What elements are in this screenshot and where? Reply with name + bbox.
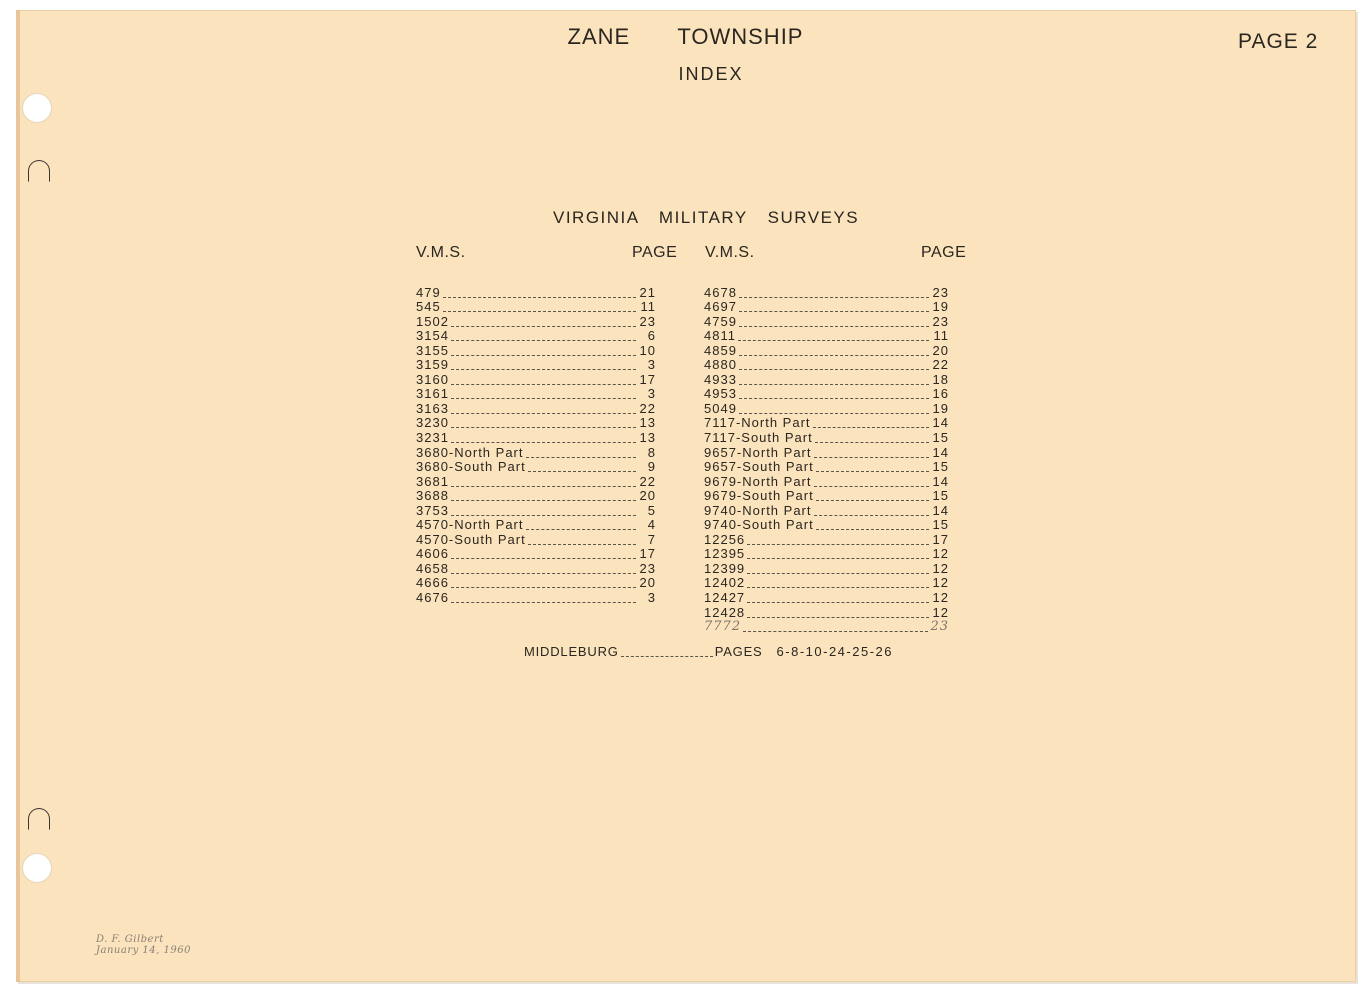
index-row (416, 546, 656, 561)
page-ref: 20 (639, 575, 656, 591)
page-ref: 8 (647, 444, 656, 460)
index-row (416, 531, 656, 546)
binder-mark-bottom (28, 808, 50, 830)
leader-line (526, 529, 637, 530)
map-sheet (16, 10, 1356, 982)
leader-line (443, 297, 636, 298)
page-ref: 12 (932, 575, 949, 591)
page-ref: 14 (932, 415, 949, 431)
index-row (704, 589, 949, 604)
leader-line (528, 471, 636, 472)
page-ref: 22 (639, 473, 656, 489)
leader-line (816, 500, 929, 501)
vms-number: 3161 (416, 386, 449, 402)
index-row (416, 488, 656, 503)
page-ref: 17 (639, 546, 656, 562)
page-ref: 19 (932, 400, 949, 416)
vms-number: 9679-North Part (704, 473, 812, 489)
leader-line (747, 544, 929, 545)
page-ref: 20 (639, 488, 656, 504)
vms-number: 3681 (416, 473, 449, 489)
leader-line (451, 398, 636, 399)
vms-number: 3159 (416, 357, 449, 373)
leader-line (813, 427, 929, 428)
index-row (704, 371, 949, 386)
index-subtitle: INDEX (678, 64, 744, 84)
page-ref: 19 (932, 299, 949, 315)
index-row (704, 342, 949, 357)
vms-number: 479 (416, 284, 441, 300)
binder-mark-top (28, 160, 50, 182)
page-ref: 3 (647, 386, 656, 402)
page-ref: 16 (932, 386, 949, 402)
page-ref: 14 (932, 502, 949, 518)
left-vms-header: V.M.S. (416, 244, 466, 261)
page-ref: 23 (932, 284, 949, 300)
leader-line (451, 413, 636, 414)
vms-number: 3680-South Part (416, 459, 526, 475)
handwritten-index-row (704, 619, 949, 634)
leader-line (451, 427, 636, 428)
page-ref: 21 (639, 284, 656, 300)
index-row (416, 589, 656, 604)
index-row (416, 284, 656, 299)
page-ref: 14 (932, 473, 949, 489)
index-row (704, 299, 949, 314)
leader-line (814, 457, 930, 458)
page-ref: 12 (932, 546, 949, 562)
page-ref: 13 (639, 415, 656, 431)
index-row (704, 328, 949, 343)
index-row (416, 473, 656, 488)
vms-number: 4759 (704, 313, 737, 329)
index-row (416, 299, 656, 314)
page-ref: 10 (639, 342, 656, 358)
index-row (416, 502, 656, 517)
middleburg-entry (524, 644, 893, 659)
index-row (704, 517, 949, 532)
vms-number: 12256 (704, 531, 746, 547)
vms-number: 9657-South Part (704, 459, 814, 475)
vms-number: 4880 (704, 357, 737, 373)
punch-hole-top (22, 93, 52, 123)
vms-number: 12399 (704, 560, 746, 576)
leader-line (451, 340, 636, 341)
leader-line (747, 558, 929, 559)
leader-line (451, 442, 636, 443)
vms-number: 3231 (416, 430, 449, 446)
index-row (704, 357, 949, 372)
index-row (704, 444, 949, 459)
leader-line (451, 326, 636, 327)
index-row (704, 386, 949, 401)
page-ref: 6 (647, 328, 656, 344)
leader-line (451, 558, 636, 559)
index-row (704, 575, 949, 590)
page-ref: 23 (639, 313, 656, 329)
vms-number: 545 (416, 299, 441, 315)
index-row (416, 371, 656, 386)
vms-number: 12402 (704, 575, 746, 591)
index-row (704, 546, 949, 561)
leader-line (451, 369, 636, 370)
punch-hole-bottom (22, 853, 52, 883)
leader-line (451, 515, 636, 516)
title-left: ZANE (567, 24, 631, 49)
page-ref: 7 (647, 531, 656, 547)
index-row (416, 313, 656, 328)
page-ref: 12 (932, 590, 949, 606)
middleburg-label: MIDDLEBURG (524, 644, 619, 659)
page-ref: 15 (932, 488, 949, 504)
leader-line (451, 384, 636, 385)
vms-number: 3680-North Part (416, 444, 524, 460)
right-vms-header: V.M.S. (705, 244, 755, 261)
leader-line (816, 471, 929, 472)
vms-number: 4697 (704, 299, 737, 315)
vms-number: 4811 (704, 328, 736, 344)
index-row (416, 444, 656, 459)
vms-number: 7772 (704, 619, 742, 635)
vms-number: 3163 (416, 400, 449, 416)
leader-line (739, 326, 929, 327)
township-title (0, 24, 1371, 50)
index-row (704, 415, 949, 430)
page-ref: 23 (639, 560, 656, 576)
vms-number: 5049 (704, 400, 737, 416)
left-page-header: PAGE (632, 244, 678, 261)
vms-number: 9740-North Part (704, 502, 812, 518)
page-ref: 18 (932, 371, 949, 387)
page-ref: 22 (639, 400, 656, 416)
page-ref: 5 (647, 502, 656, 518)
page-ref: 3 (647, 590, 656, 606)
vms-number: 12428 (704, 604, 746, 620)
leader-line (451, 486, 636, 487)
leader-line (814, 515, 930, 516)
vms-number: 4570-North Part (416, 517, 524, 533)
signature-name: D. F. Gilbert (96, 934, 164, 945)
index-row (416, 459, 656, 474)
index-row (416, 386, 656, 401)
vms-number: 3160 (416, 371, 449, 387)
page-ref: 13 (639, 430, 656, 446)
index-row (416, 517, 656, 532)
index-row (416, 575, 656, 590)
page-ref: 23 (932, 313, 949, 329)
index-row (704, 429, 949, 444)
leader-line (739, 398, 929, 399)
leader-line (739, 355, 929, 356)
leader-line (743, 631, 928, 632)
leader-line (451, 587, 636, 588)
index-row (416, 429, 656, 444)
leader-line (747, 602, 929, 603)
page-ref: 4 (647, 517, 656, 533)
leader-line (528, 544, 636, 545)
title-right: TOWNSHIP (677, 24, 804, 49)
index-row (704, 473, 949, 488)
leader-line (739, 311, 929, 312)
leader-line (738, 340, 929, 341)
vms-number: 3230 (416, 415, 449, 431)
index-row (704, 502, 949, 517)
vms-number: 3688 (416, 488, 449, 504)
vms-number: 3154 (416, 328, 449, 344)
page-ref: 15 (932, 459, 949, 475)
vms-number: 4658 (416, 560, 449, 576)
vms-number: 12395 (704, 546, 746, 562)
index-row (416, 560, 656, 575)
leader-line (814, 486, 930, 487)
vms-number: 1502 (416, 313, 449, 329)
leader-line (451, 573, 636, 574)
index-row (704, 560, 949, 575)
leader-line (816, 529, 929, 530)
vms-number: 4606 (416, 546, 449, 562)
vms-number: 9657-North Part (704, 444, 812, 460)
page-ref: 14 (932, 444, 949, 460)
vms-number: 4678 (704, 284, 737, 300)
vms-number: 9679-South Part (704, 488, 814, 504)
leader-line (739, 297, 929, 298)
vms-number: 4859 (704, 342, 737, 358)
index-row (704, 604, 949, 619)
page-ref: 12 (932, 560, 949, 576)
vms-number: 4933 (704, 371, 737, 387)
index-row (704, 488, 949, 503)
signature-block (96, 934, 191, 956)
leader-line (747, 617, 929, 618)
leader-line (747, 587, 929, 588)
vms-number: 12427 (704, 590, 746, 606)
vms-number: 9740-South Part (704, 517, 814, 533)
page-ref: 15 (932, 430, 949, 446)
leader-line (621, 656, 713, 657)
pages-label: PAGES (714, 644, 763, 659)
right-page-header: PAGE (921, 244, 967, 261)
index-row (416, 328, 656, 343)
page-ref: 12 (932, 604, 949, 620)
page-ref: 22 (932, 357, 949, 373)
index-row (416, 357, 656, 372)
page-ref: 17 (639, 371, 656, 387)
vms-number: 4570-South Part (416, 531, 526, 547)
left-index-column (416, 284, 656, 604)
index-row (704, 313, 949, 328)
section-title: VIRGINIA MILITARY SURVEYS (553, 208, 860, 227)
leader-line (451, 500, 636, 501)
index-row (416, 400, 656, 415)
leader-line (451, 602, 636, 603)
pages-values: 6-8-10-24-25-26 (776, 644, 893, 659)
page-ref: 20 (932, 342, 949, 358)
page-ref: 9 (647, 459, 656, 475)
page-ref: 17 (932, 531, 949, 547)
vms-number: 3155 (416, 342, 449, 358)
index-row (704, 459, 949, 474)
signature-date: January 14, 1960 (96, 945, 191, 956)
page-ref: 15 (932, 517, 949, 533)
leader-line (739, 413, 929, 414)
vms-number: 4666 (416, 575, 449, 591)
leader-line (526, 457, 637, 458)
index-row (704, 531, 949, 546)
right-index-column (704, 284, 949, 633)
page-number: PAGE 2 (1238, 30, 1319, 53)
page-ref: 23 (930, 619, 949, 635)
vms-number: 7117-South Part (704, 430, 813, 446)
index-row (416, 342, 656, 357)
index-row (704, 284, 949, 299)
leader-line (815, 442, 929, 443)
vms-number: 3753 (416, 502, 449, 518)
index-row (416, 415, 656, 430)
leader-line (739, 384, 929, 385)
leader-line (747, 573, 929, 574)
leader-line (739, 369, 929, 370)
leader-line (451, 355, 636, 356)
page-ref: 3 (647, 357, 656, 373)
vms-number: 4953 (704, 386, 737, 402)
vms-number: 7117-North Part (704, 415, 811, 431)
index-row (704, 400, 949, 415)
vms-number: 4676 (416, 590, 449, 606)
leader-line (443, 311, 636, 312)
page-ref: 11 (933, 328, 949, 344)
page-ref: 11 (640, 299, 656, 315)
